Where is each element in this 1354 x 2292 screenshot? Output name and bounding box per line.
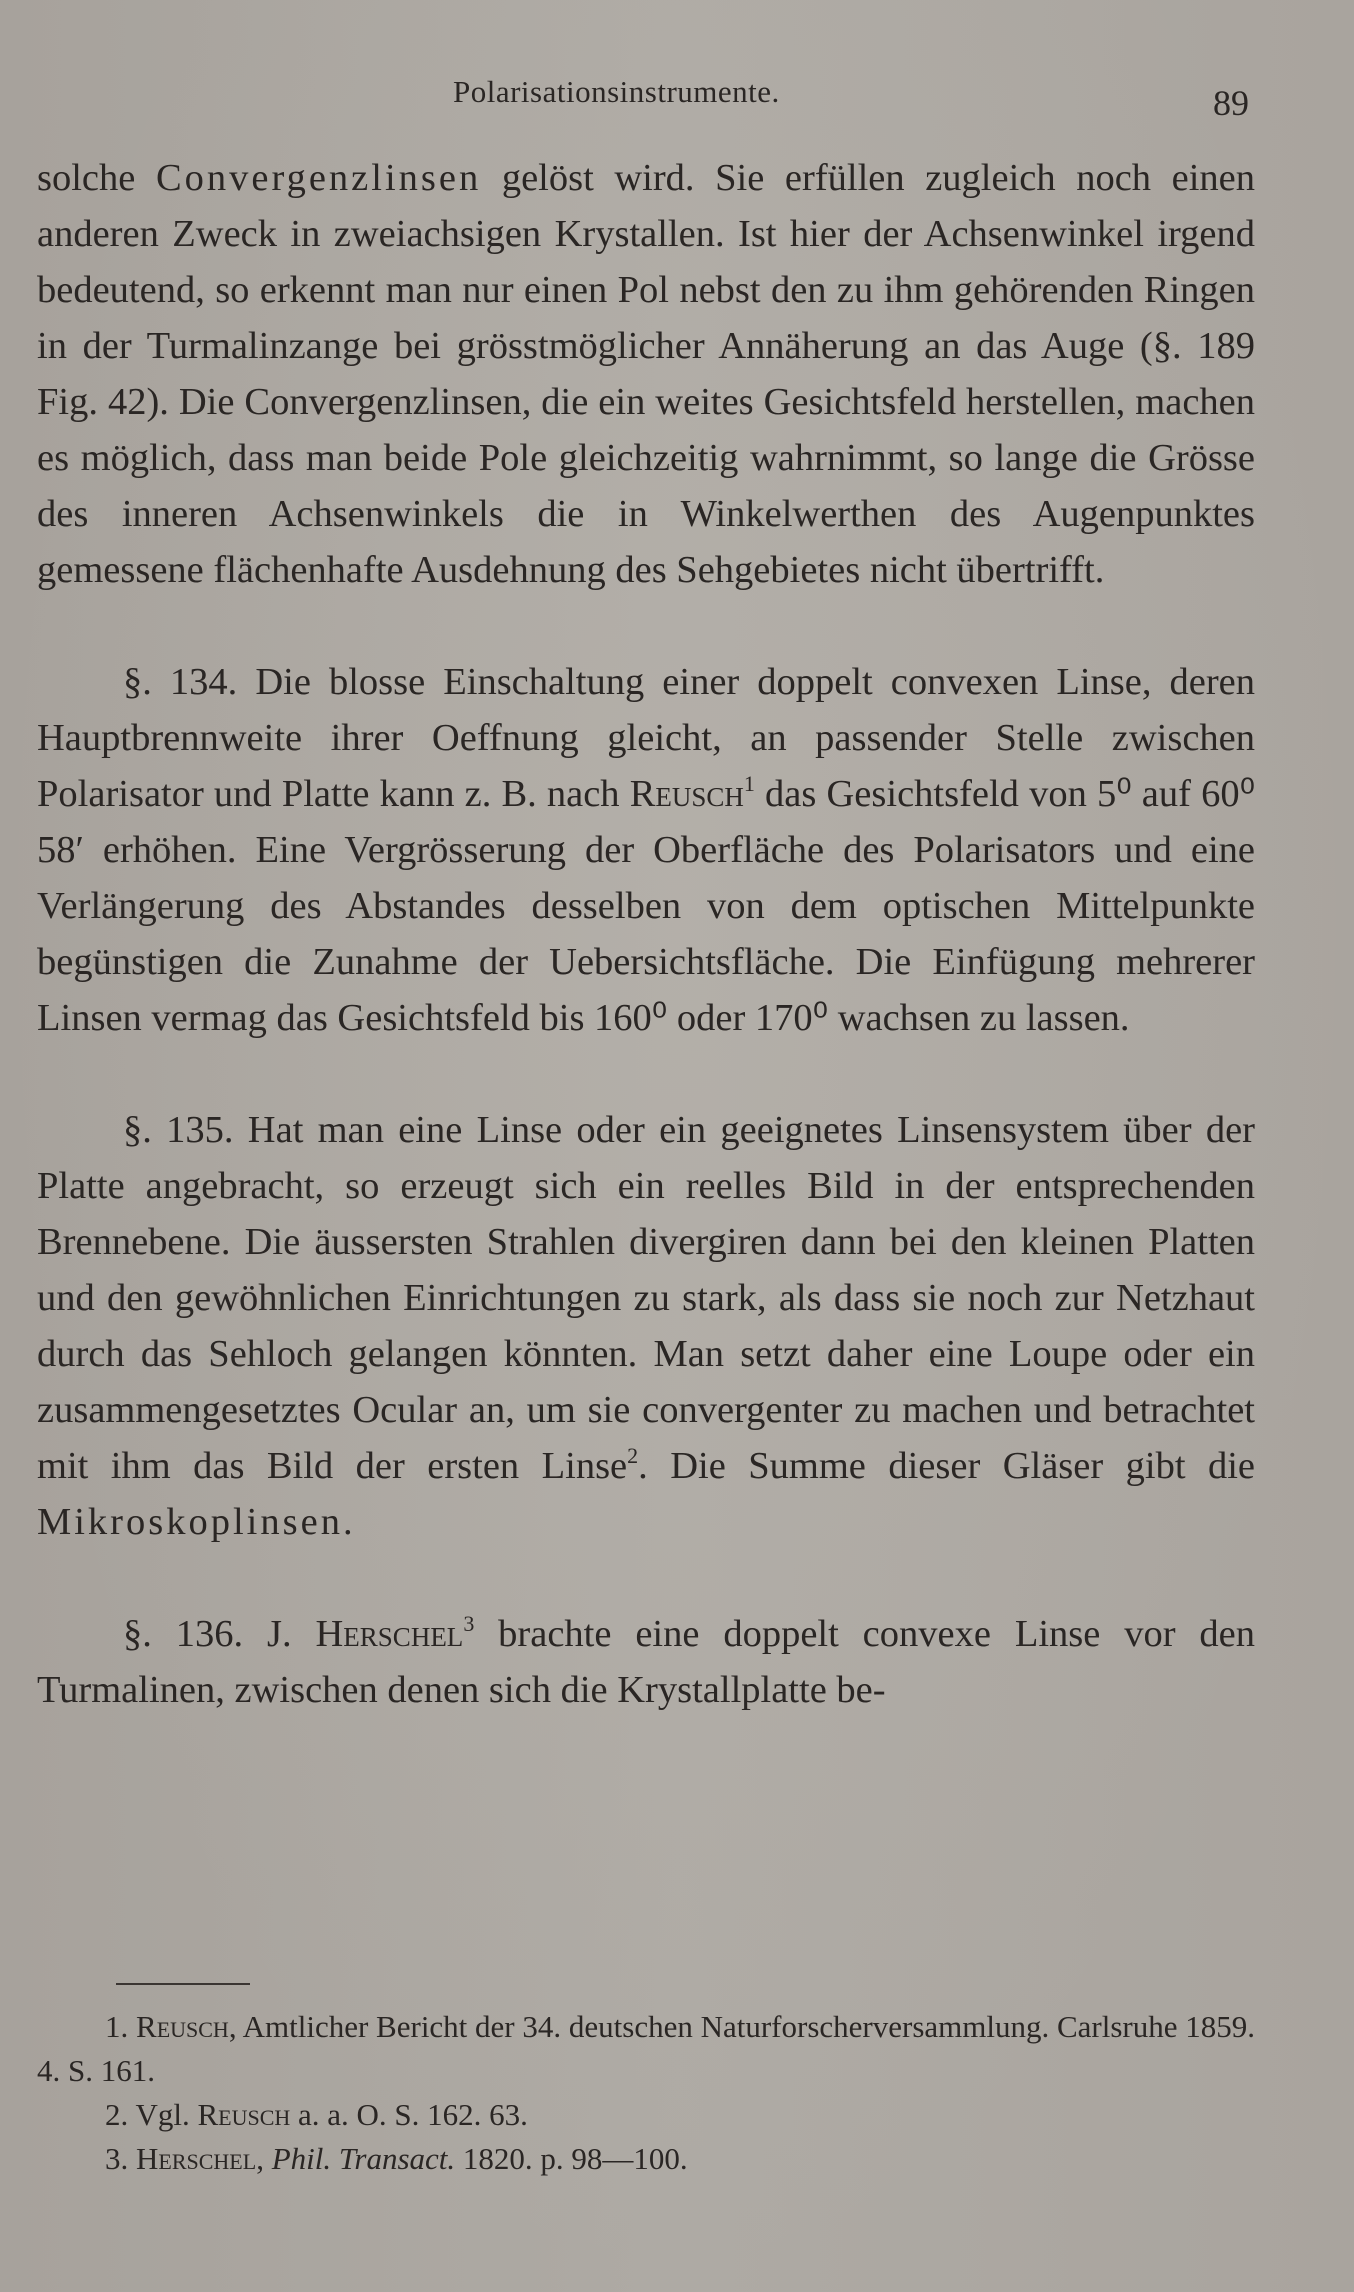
emphasized-term: Mikroskoplinsen bbox=[37, 1501, 343, 1543]
text-segment: Die blosse Einschaltung einer doppelt convexen Linse, deren Hauptbrennweite ihrer Oeffnung gleicht, an passender Stelle zwischen Polarisator und Platte kann z. B. nach bbox=[37, 661, 1256, 815]
author-name: Reusch bbox=[136, 2009, 229, 2044]
text-segment: gelöst wird. Sie erfüllen zugleich noch einen anderen Zweck in zweiachsigen Krystallen. Ist hier der Achsenwinkel irgend bedeutend, so erkennt man nur einen Pol nebst den zu ihm gehörenden Ringen in der Turmalinzange bei grösstmöglicher Annäherung an das Auge (§. 189 Fig. 42). Die Convergenzlinsen, die ein weites Gesichtsfeld herstellen, machen es möglich, dass man beide Pole gleichzeitig wahrnimmt, so lange die Grösse des inneren Achsenwinkels die in Winkelwerthen des Augenpunktes gemessene flächenhafte Ausdehnung des Sehgebietes nicht übertrifft. bbox=[37, 157, 1255, 591]
text-segment: J. bbox=[243, 1613, 316, 1655]
text-segment: das Gesichtsfeld von 5⁰ auf 60⁰ 58′ erhöhen. Eine Vergrösserung der Oberfläche des Polarisators und eine Verlängerung des Abstandes desselben von dem optischen Mittelpunkte begünstigen die Zunahme der Uebersichtsfläche. Die Einfügung mehrerer Linsen vermag das Gesichtsfeld bis 160⁰ oder 170⁰ wachsen zu lassen. bbox=[37, 773, 1255, 1039]
footnote-text: a. a. O. S. 162. 63. bbox=[290, 2097, 528, 2132]
footnote-3 bbox=[37, 2137, 1255, 2181]
footnote-number: 3. bbox=[105, 2141, 129, 2176]
paragraph-section-134 bbox=[37, 654, 1255, 1046]
footnote-text: , Amtlicher Bericht der 34. deutschen Naturforscherversammlung. Carlsruhe 1859. 4. S. 161. bbox=[37, 2009, 1256, 2088]
section-number: §. 134. bbox=[123, 661, 238, 703]
running-head bbox=[0, 72, 1354, 122]
footnote-number: 1. bbox=[105, 2009, 129, 2044]
author-name: Herschel bbox=[136, 2141, 257, 2176]
footnote-1 bbox=[37, 2005, 1255, 2093]
author-name: Reusch bbox=[197, 2097, 291, 2132]
journal-title: Phil. Transact. bbox=[271, 2141, 456, 2176]
author-name: Herschel bbox=[315, 1613, 464, 1655]
text-segment: Hat man eine Linse oder ein geeignetes Linsensystem über der Platte angebracht, so erzeugt sich ein reelles Bild in der entsprechenden Brennebene. Die äussersten Strahlen divergiren dann bei den kleinen Platten und den gewöhnlichen Einrichtungen zu stark, als dass sie noch zur Netzhaut durch das Sehloch gelangen könnten. Man setzt daher eine Loupe oder ein zusammengesetztes Ocular an, um sie convergenter zu machen und betrachtet mit ihm das Bild der ersten Linse bbox=[37, 1109, 1255, 1487]
text-segment: . Die Summe dieser Gläser gibt die bbox=[638, 1445, 1255, 1487]
footnote-text: , bbox=[256, 2141, 272, 2176]
paragraph-section-135 bbox=[37, 1102, 1255, 1550]
text-segment: solche bbox=[37, 157, 156, 199]
section-number: §. 136. bbox=[123, 1613, 244, 1655]
section-number: §. 135. bbox=[123, 1109, 234, 1151]
text-segment: brachte eine doppelt convexe Linse vor den Turmalinen, zwischen denen sich die Krystallplatte be- bbox=[37, 1613, 1256, 1711]
text-segment: . bbox=[342, 1501, 353, 1543]
footnote-2 bbox=[37, 2093, 1255, 2137]
footnote-text: 1820. p. 98—100. bbox=[455, 2141, 688, 2176]
footnote-number: 2. bbox=[105, 2097, 129, 2132]
footnote-divider bbox=[116, 1983, 250, 1985]
footnote-text: Vgl. bbox=[128, 2097, 198, 2132]
footnotes bbox=[37, 2005, 1255, 2181]
body-text bbox=[37, 150, 1255, 1718]
footnote-ref: 1 bbox=[743, 771, 755, 796]
paragraph-section-136 bbox=[37, 1606, 1255, 1718]
page-number: 89 bbox=[1213, 83, 1249, 123]
emphasized-term: Convergenzlinsen bbox=[155, 157, 482, 199]
footnote-ref: 2 bbox=[627, 1443, 639, 1468]
footnote-ref: 3 bbox=[463, 1611, 475, 1636]
running-title: Polarisationsinstrumente. bbox=[453, 74, 780, 109]
author-name: Reusch bbox=[629, 773, 744, 815]
paragraph-continued bbox=[37, 150, 1255, 598]
